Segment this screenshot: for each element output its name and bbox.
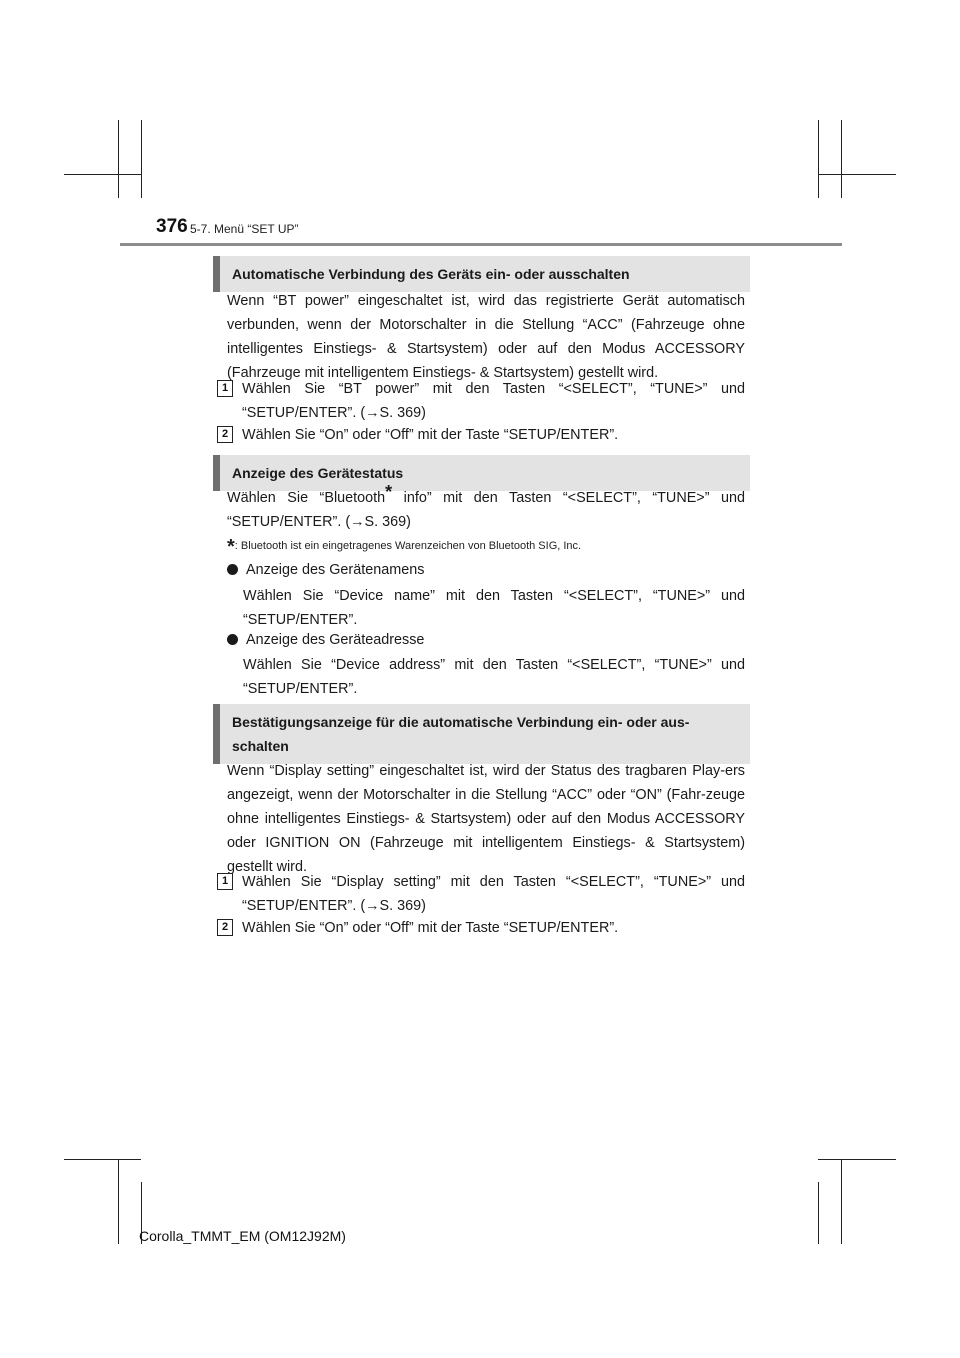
page-number: 376 — [156, 216, 188, 237]
crop-mark — [818, 174, 896, 175]
step-number: 1 — [217, 380, 233, 397]
bullet-device-address — [227, 628, 745, 652]
crop-mark — [818, 120, 819, 198]
crop-mark — [141, 120, 142, 198]
step-text: Wählen Sie “On” oder “Off” mit der Taste “SETUP/ENTER”. — [242, 427, 619, 443]
bullet-title: Anzeige des Geräteadresse — [246, 632, 425, 648]
crop-mark — [818, 1182, 819, 1244]
step-number: 2 — [217, 919, 233, 936]
bullet-device-name — [227, 558, 745, 582]
crop-mark — [841, 1159, 842, 1244]
footnote: *: Bluetooth ist ein eingetragenes Warenzeichen von Bluetooth SIG, Inc. — [227, 536, 582, 558]
step-number: 2 — [217, 426, 233, 443]
crop-mark — [64, 174, 141, 175]
bullet-text: Wählen Sie “Device address” mit den Tasten “<SELECT”, “TUNE>” und “SETUP/ENTER”. — [243, 657, 745, 697]
header-rule — [120, 243, 842, 246]
step-number: 1 — [217, 873, 233, 890]
step-text: Wählen Sie “On” oder “Off” mit der Taste “SETUP/ENTER”. — [242, 920, 619, 936]
crop-mark — [64, 1159, 141, 1160]
crop-mark — [118, 1159, 119, 1244]
paragraph-display-setting: Wenn “Display setting” eingeschaltet ist, wird der Status des tragbaren Play-ers angezeigt, wenn der Motorschalter in die Stellung “ACC” oder “ON” (Fahr-zeuge ohne intelligentes Einstiegs- & Startsystem) oder auf den Modus ACCESSORY oder IGNITION ON (Fahrzeuge mit intelligentem Einstiegs- & Startsystem) gestellt wird. — [227, 763, 745, 875]
section-header: 5-7. Menü “SET UP” — [190, 222, 299, 236]
bullet-icon — [227, 564, 238, 575]
crop-mark — [118, 120, 119, 198]
heading-auto-connect: Automatische Verbindung des Geräts ein- oder ausschalten — [213, 256, 750, 292]
crop-mark — [818, 1159, 896, 1160]
heading-display-setting: Bestätigungsanzeige für die automatische Verbindung ein- oder aus-schalten — [213, 704, 750, 764]
step-text: Wählen Sie “Display setting” mit den Tasten “<SELECT”, “TUNE>” und “SETUP/ENTER”. (→S. 369) — [242, 874, 745, 914]
heading-device-status: Anzeige des Gerätestatus — [213, 455, 750, 491]
bullet-icon — [227, 634, 238, 645]
paragraph-device-status: Wählen Sie “Bluetooth* info” mit den Tasten “<SELECT”, “TUNE>” und “SETUP/ENTER”. (→S. 369) — [227, 482, 745, 530]
footnote-marker: * — [385, 482, 393, 502]
bullet-title: Anzeige des Gerätenamens — [246, 562, 425, 578]
bullet-text: Wählen Sie “Device name” mit den Tasten “<SELECT”, “TUNE>” und “SETUP/ENTER”. — [243, 588, 745, 628]
paragraph-auto-connect: Wenn “BT power” eingeschaltet ist, wird das registrierte Gerät automatisch verbunden, wenn der Motorschalter in die Stellung “ACC” (Fahrzeuge ohne intelligentes Einstiegs- & Startsystem) oder auf den Modus ACCESSORY (Fahrzeuge mit intelligentem Einstiegs- & Startsystem) gestellt wird. — [227, 293, 745, 381]
footer-document-id: Corolla_TMMT_EM (OM12J92M) — [139, 1228, 346, 1244]
crop-mark — [841, 120, 842, 198]
step-text: Wählen Sie “BT power” mit den Tasten “<SELECT”, “TUNE>” und “SETUP/ENTER”. (→S. 369) — [242, 381, 745, 421]
